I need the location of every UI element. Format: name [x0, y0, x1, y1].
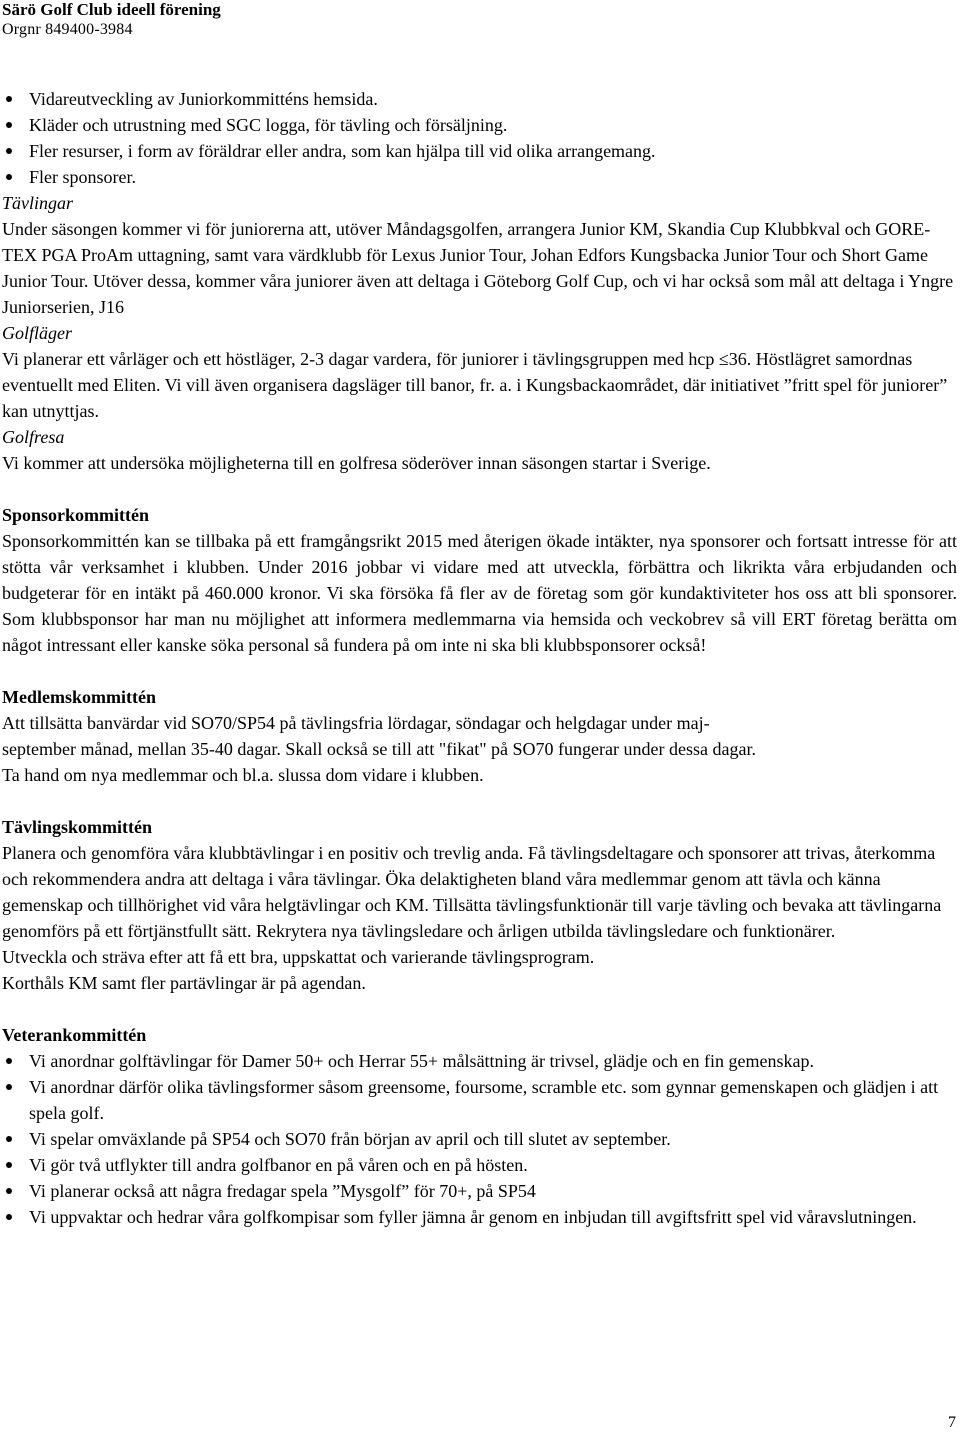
bullet-icon: [6, 122, 12, 128]
tavlingar-heading: Tävlingar: [2, 193, 74, 213]
bullet-icon: [6, 174, 12, 180]
bullet-icon: [6, 1084, 12, 1090]
tavlingar-text: Under säsongen kommer vi för juniorerna att, utöver Måndagsgolfen, arrangera Junior KM, Skandia Cup Klubbkval och GORE-TEX PGA ProAm uttagning, samt vara värdklubb för Lexus Junior Tour, Johan Edfors Kungsbacka Junior Tour och Short Game Junior Tour. Utöver dessa, kommer våra juniorer även att deltaga i Göteborg Golf Cup, och vi har också som mål att deltaga i Yngre Juniorserien, J16: [2, 219, 954, 317]
golflager-text: Vi planerar ett vårläger och ett höstläger, 2-3 dagar vardera, för juniorer i tävlingsgruppen med hcp ≤36. Höstlägret samordnas eventuellt med Eliten. Vi vill även organisera dagsläger till banor, fr. a. i Kungsbackaområdet, där initiativet ”fritt spel för juniorer” kan utnyttjas.: [2, 349, 948, 421]
list-item: Vi anordnar golftävlingar för Damer 50+ och Herrar 55+ målsättning är trivsel, glädje och en fin gemenskap.: [2, 1048, 957, 1074]
list-item: Vi uppvaktar och hedrar våra golfkompisar som fyller jämna år genom en inbjudan till avgiftsfritt spel vid våravslutningen.: [2, 1204, 957, 1230]
bullet-icon: [6, 1162, 12, 1168]
page-header: [2, 0, 221, 40]
list-item: Kläder och utrustning med SGC logga, för tävling och försäljning.: [2, 112, 957, 138]
bullet-icon: [6, 1058, 12, 1064]
org-number: Orgnr 849400-3984: [2, 21, 133, 38]
intro-bullet-list: [2, 86, 957, 190]
golfresa-text: Vi kommer att undersöka möjligheterna till en golfresa söderöver innan säsongen startar i Sverige.: [2, 453, 711, 473]
bullet-icon: [6, 1136, 12, 1142]
tavlingskommitten-line: Korthåls KM samt fler partävlingar är på agendan.: [2, 973, 366, 993]
veteran-bullet-list: [2, 1048, 957, 1230]
bullet-icon: [6, 1214, 12, 1220]
document-body: [2, 86, 957, 1230]
list-item: Vi spelar omväxlande på SP54 och SO70 från början av april och till slutet av september.: [2, 1126, 957, 1152]
tavlingskommitten-heading: Tävlingskommittén: [2, 817, 153, 837]
golfresa-heading: Golfresa: [2, 427, 65, 447]
page-number: 7: [948, 1414, 956, 1431]
bullet-icon: [6, 96, 12, 102]
spacer: [2, 996, 957, 1022]
list-item: Fler resurser, i form av föräldrar eller andra, som kan hjälpa till vid olika arrangemang.: [2, 138, 957, 164]
sponsorkommitten-heading: Sponsorkommittén: [2, 505, 150, 525]
org-name: Särö Golf Club ideell förening: [2, 0, 221, 19]
list-item: Fler sponsorer.: [2, 164, 957, 190]
spacer: [2, 658, 957, 684]
bullet-icon: [6, 1188, 12, 1194]
medlemskommitten-line: Att tillsätta banvärdar vid SO70/SP54 på tävlingsfria lördagar, söndagar och helgdagar under maj-: [2, 713, 710, 733]
spacer: [2, 788, 957, 814]
tavlingskommitten-line: Utveckla och sträva efter att få ett bra, uppskattat och varierande tävlingsprogram.: [2, 947, 595, 967]
tavlingskommitten-text: Planera och genomföra våra klubbtävlingar i en positiv och trevlig anda. Få tävlingsdeltagare och sponsorer att trivas, återkomma och rekommendera andra att deltaga i våra tävlingar. Öka delaktigheten bland våra medlemmar genom att tävla och känna gemenskap och tillhörighet vid våra helgtävlingar och KM. Tillsätta tävlingsfunktionär till varje tävling och bevaka att tävlingarna genomförs på ett förtjänstfullt sätt. Rekrytera nya tävlingsledare och årligen utbilda tävlingsledare och funktionärer.: [2, 843, 942, 941]
list-item: Vi planerar också att några fredagar spela ”Mysgolf” för 70+, på SP54: [2, 1178, 957, 1204]
list-item: Vidareutveckling av Juniorkommitténs hemsida.: [2, 86, 957, 112]
list-item: Vi gör två utflykter till andra golfbanor en på våren och en på hösten.: [2, 1152, 957, 1178]
medlemskommitten-heading: Medlemskommittén: [2, 687, 156, 707]
spacer: [2, 476, 957, 502]
golflager-heading: Golfläger: [2, 323, 72, 343]
veterankommitten-heading: Veterankommittén: [2, 1025, 147, 1045]
medlemskommitten-line: Ta hand om nya medlemmar och bl.a. slussa dom vidare i klubben.: [2, 765, 484, 785]
bullet-icon: [6, 148, 12, 154]
medlemskommitten-line: september månad, mellan 35-40 dagar. Skall också se till att "fikat" på SO70 fungerar under dessa dagar.: [2, 739, 756, 759]
list-item: Vi anordnar därför olika tävlingsformer såsom greensome, foursome, scramble etc. som gynnar gemenskapen och glädjen i att spela golf.: [2, 1074, 957, 1126]
sponsorkommitten-text: Sponsorkommittén kan se tillbaka på ett framgångsrikt 2015 med återigen ökade intäkter, nya sponsorer och fortsatt intresse för att stötta vår verksamhet i klubben. Under 2016 jobbar vi vidare med att utveckla, förbättra och likrikta våra erbjudanden och budgeterar för en intäkt på 460.000 kronor. Vi ska försöka få fler av de företag som gör kundaktiviteter hos oss att bli sponsorer. Som klubbsponsor har man nu möjlighet att informera medlemmarna via hemsida och veckobrev så vill ERT företag berätta om något intressant eller kanske söka personal så fundera på om inte ni ska bli klubbsponsorer också!: [2, 531, 957, 655]
